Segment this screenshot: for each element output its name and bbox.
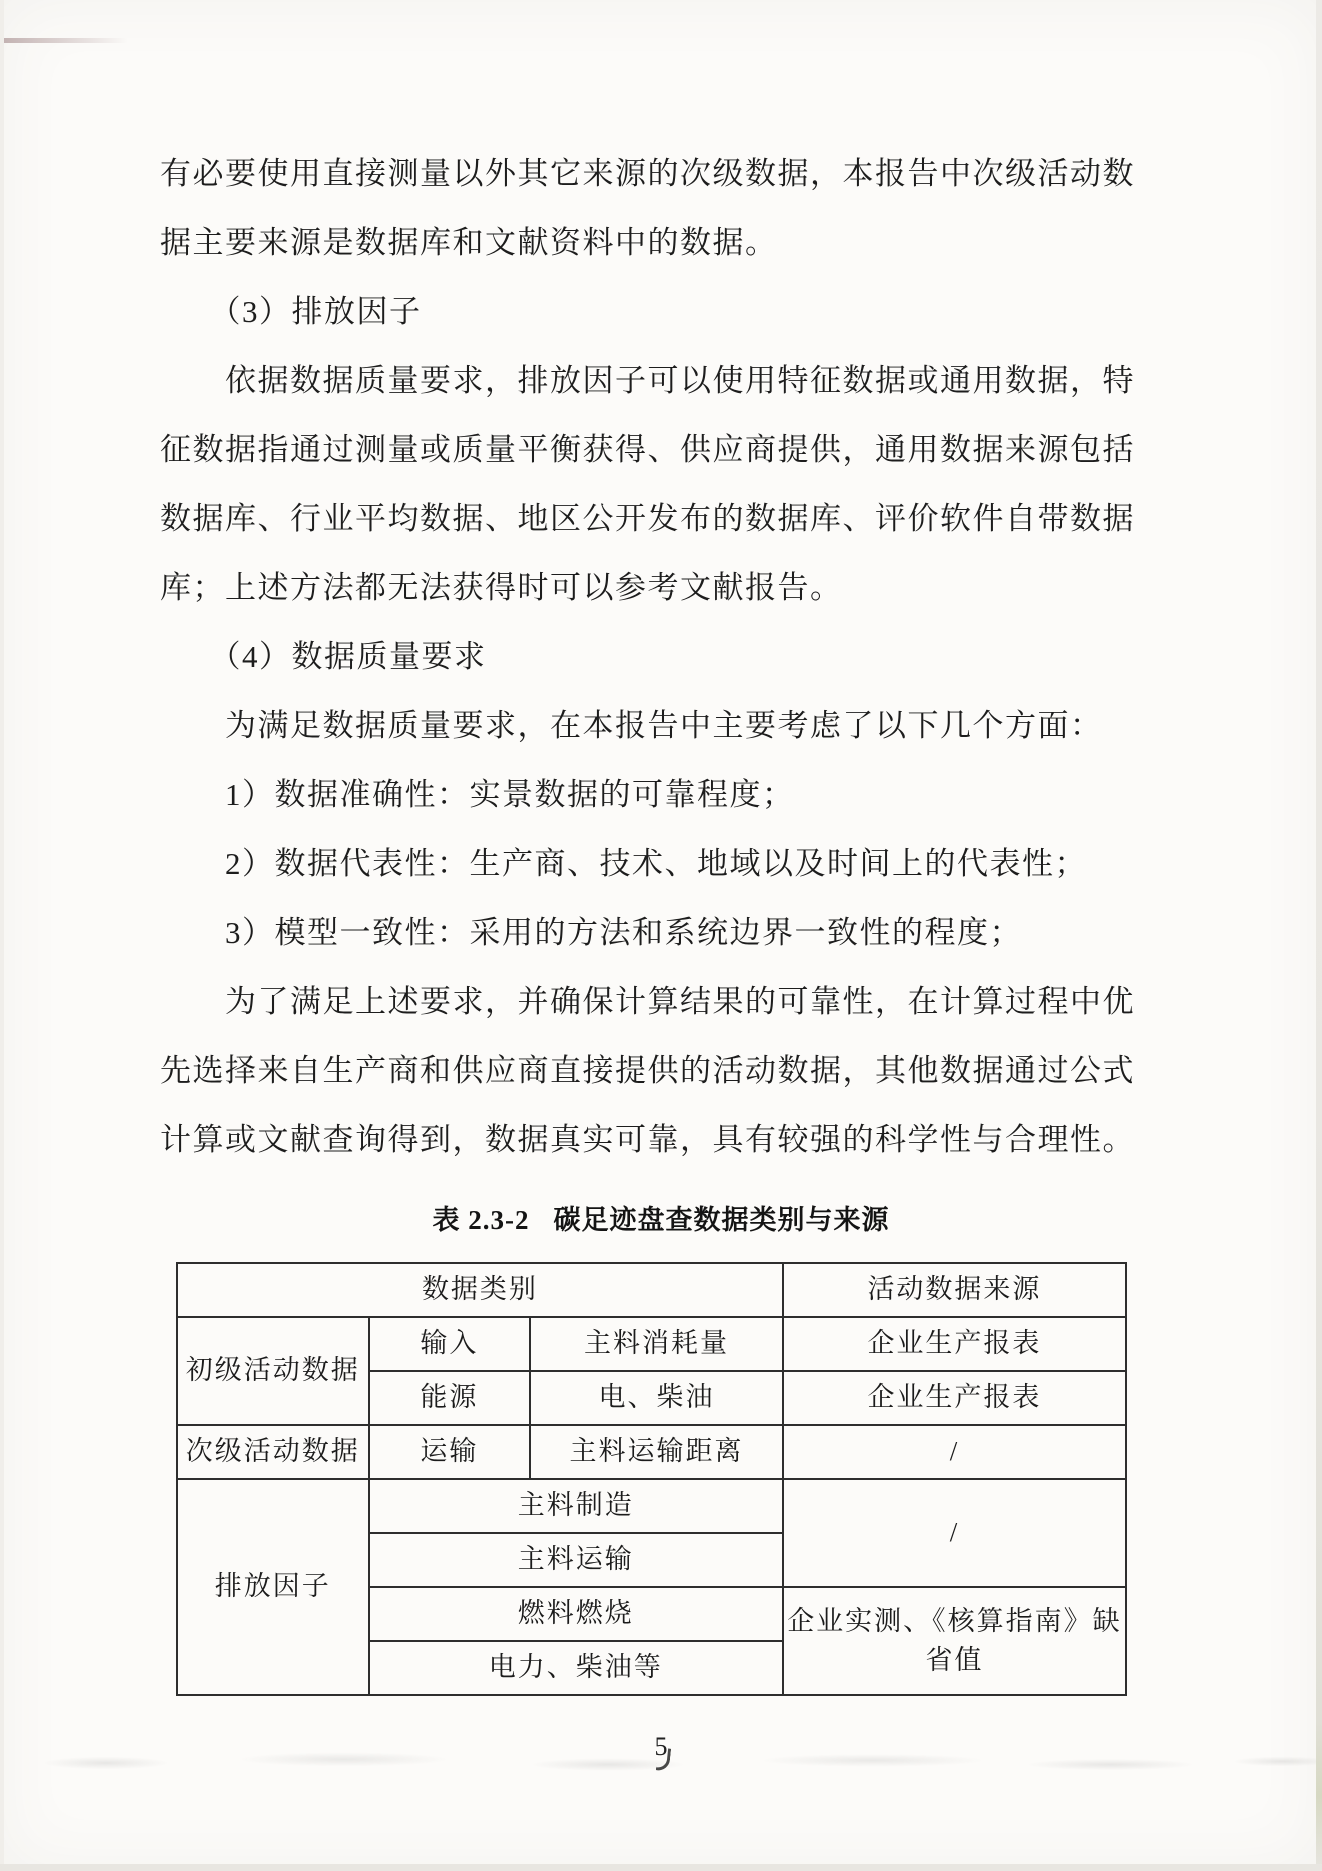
table-caption [0,1192,1322,1248]
list-item-2: 2）数据代表性：生产商、技术、地域以及时间上的代表性； [160,846,1087,881]
cell-energy-source: 企业生产报表 [783,1371,1126,1425]
text-line: 征数据指通过测量或质量平衡获得、供应商提供，通用数据来源包括 [160,432,1135,467]
scan-edge-bottom [0,1864,1322,1871]
text-line: 先选择来自生产商和供应商直接提供的活动数据，其他数据通过公式 [160,1053,1135,1088]
text-line: 计算或文献查询得到，数据真实可靠，具有较强的科学性与合理性。 [160,1122,1135,1157]
cell-fuel-combustion: 燃料燃烧 [369,1587,783,1641]
table-row [177,1479,1126,1533]
section-heading-3: （3）排放因子 [160,294,422,329]
table-caption-number: 表 2.3-2 [432,1205,530,1235]
cell-input-source: 企业生产报表 [783,1317,1126,1371]
scan-scratch-mark [0,38,128,43]
text-line: 依据数据质量要求，排放因子可以使用特征数据或通用数据，特 [160,363,1135,398]
scan-edge-left [0,0,4,1871]
scan-edge-right [1316,0,1322,1871]
cell-primary-label: 初级活动数据 [177,1317,369,1425]
section-heading-4: （4）数据质量要求 [160,639,487,674]
cell-material-source: / [783,1479,1126,1587]
data-sources-table [176,1262,1127,1696]
cell-energy-item: 电、柴油 [530,1371,783,1425]
cell-electricity-diesel: 电力、柴油等 [369,1641,783,1695]
table-row [177,1425,1126,1479]
text-line: 有必要使用直接测量以外其它来源的次级数据，本报告中次级活动数 [160,156,1135,191]
cell-fuel-source: 企业实测、《核算指南》缺省值 [783,1587,1126,1695]
cell-material-manufacture: 主料制造 [369,1479,783,1533]
header-cell-data-category: 数据类别 [177,1263,783,1317]
cell-input-item: 主料消耗量 [530,1317,783,1371]
page-number: 5 [654,1732,668,1761]
cell-material-transport: 主料运输 [369,1533,783,1587]
body-text-block [160,139,1140,1174]
cell-transport-item: 主料运输距离 [530,1425,783,1479]
cell-transport-source: / [783,1425,1126,1479]
table-header-row [177,1263,1126,1317]
table-row [177,1317,1126,1371]
text-line: 为了满足上述要求，并确保计算结果的可靠性，在计算过程中优 [160,984,1135,1019]
text-line: 据主要来源是数据库和文献资料中的数据。 [160,225,778,260]
text-line: 为满足数据质量要求，在本报告中主要考虑了以下几个方面： [160,708,1103,743]
list-item-1: 1）数据准确性：实景数据的可靠程度； [160,777,795,812]
header-cell-activity-source: 活动数据来源 [783,1263,1126,1317]
table-caption-title: 碳足迹盘查数据类别与来源 [553,1205,890,1235]
list-item-3: 3）模型一致性：采用的方法和系统边界一致性的程度； [160,915,1022,950]
cell-energy-type: 能源 [369,1371,531,1425]
text-line: 数据库、行业平均数据、地区公开发布的数据库、评价软件自带数据 [160,501,1135,536]
cell-secondary-label: 次级活动数据 [177,1425,369,1479]
cell-input-type: 输入 [369,1317,531,1371]
text-line: 库；上述方法都无法获得时可以参考文献报告。 [160,570,843,605]
cell-transport-type: 运输 [369,1425,531,1479]
cell-emission-label: 排放因子 [177,1479,369,1695]
